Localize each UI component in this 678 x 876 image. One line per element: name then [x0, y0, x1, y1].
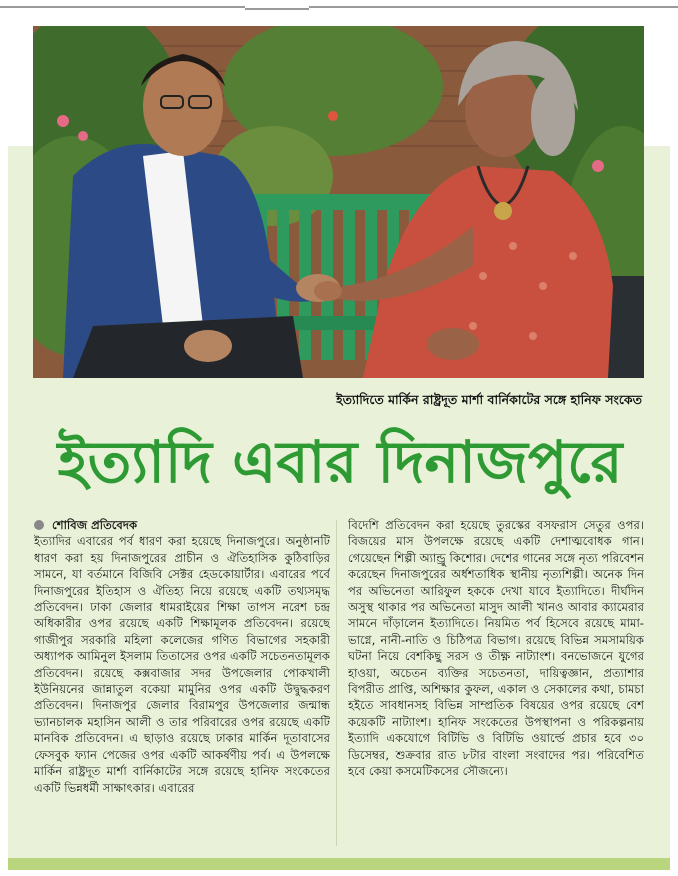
column-left-text: ইত্যাদির এবারের পর্ব ধারণ করা হয়েছে দিনাজপুরে। অনুষ্ঠানটি ধারণ করা হয় দিনাজপুরের প্রাচীন ও ঐতিহাসিক কুঠিবাড়ির সামনে, যা বর্তমানে বিজিবি সেক্টর হেডকোয়ার্টার। এবারের পর্বে দিনাজপুরের ইতিহাস ও ঐতিহ্য নিয়ে রয়েছে একটি তথ্যসমৃদ্ধ প্রতিবেদন। ঢাকা জেলার ধামরাইয়ের শিক্ষা তাপস নরেশ চন্দ্র অধিকারীর ওপর রয়েছে একটি শিক্ষামূলক প্রতিবেদন। রয়েছে গাজীপুর সরকারি মহিলা কলেজের গণিত বিভাগের সহকারী অধ্যাপক আমিনুল ইসলাম তিতাসের ওপর একটি সচেতনতামূলক প্রতিবেদন। রয়েছে কক্সবাজার সদর উপজেলার পোকখালী ইউনিয়নের জান্নাতুল বকেয়া মামুনির ওপর একটি উদ্বুদ্ধকরণ প্রতিবেদন। দিনাজপুর জেলার বিরামপুর উপজেলার জন্মান্ধ ভ্যানচালক মহাসিন আলী ও তার পরিবারের ওপর রয়েছে একটি মানবিক প্রতিবেদন। এ ছাড়াও রয়েছে ঢাকার মার্কিন দূতাবাসের ফেসবুক ফ্যান পেজের ওপর একটি আকর্ষণীয় পর্ব। এ উপলক্ষে মার্কিন রাষ্ট্রদূত মার্শা বার্নিকাটের সঙ্গে রয়েছে হানিফ সংকেতের একটি ভিন্নধর্মী সাক্ষাৎকার। এবারের — [34, 534, 330, 795]
article-headline: ইত্যাদি এবার দিনাজপুরে — [57, 428, 623, 496]
article-body — [34, 517, 644, 847]
bottom-color-band — [8, 858, 670, 870]
article-photo — [33, 26, 644, 378]
byline — [34, 517, 330, 533]
column-right-text: বিদেশি প্রতিবেদন করা হয়েছে তুরস্কের বসফরাস সেতুর ওপর। বিজয়ের মাস উপলক্ষে রয়েছে একটি দেশাত্মবোধক গান। গেয়েছেন শিল্পী অ্যান্ড্রু কিশোর। দেশের গানের সঙ্গে নৃত্য পরিবেশন করেছেন দিনাজপুরের অর্ধশতাধিক স্থানীয় নৃত্যশিল্পী। অনেক দিন পর অভিনেতা আরিফুল হককে দেখা যাবে ইত্যাদিতে। দীর্ঘদিন অসুস্থ থাকার পর অভিনেতা মাসুদ আলী খানও আবার ক্যামেরার সামনে দাঁড়ালেন ইত্যাদিতে। নিয়মিত পর্ব হিসেবে রয়েছে মামা-ভাগ্নে, নানী-নাতি ও চিঠিপত্র বিভাগ। রয়েছে বিভিন্ন সমসাময়িক ঘটনা নিয়ে বেশকিছু সরস ও তীক্ষ্ণ নাট্যাংশ। বনভোজনে যুগের হাওয়া, অচেতন ব্যক্তির সচেতনতা, দায়িত্বজ্ঞান, প্রত্যাশার বিপরীত প্রাপ্তি, অশিক্ষার কুফল, একাল ও সেকালের কথা, চামচা হইতে সাবধানসহ বিভিন্ন সাম্প্রতিক বিষয়ের ওপর রয়েছে বেশ কয়েকটি নাট্যাংশ। হানিফ সংকেতের উপস্থাপনা ও পরিকল্পনায় ইত্যাদি একযোগে বিটিভি ও বিটিভি ওয়ার্ল্ডে প্রচার হবে ৩০ ডিসেম্বর, শুক্রবার রাত ৮টার বাংলা সংবাদের পর। পরিবেশিত হবে কেয়া কসমেটিকসের সৌজন্যে। — [348, 518, 644, 779]
top-rule-notch — [245, 0, 309, 10]
byline-text: শোবিজ প্রতিবেদক — [52, 518, 138, 532]
photo-caption: ইত্যাদিতে মার্কিন রাষ্ট্রদূত মার্শা বার্নিকাটের সঙ্গে হানিফ সংকেত — [336, 392, 642, 407]
article-column-left — [34, 517, 330, 847]
article-column-right — [348, 517, 644, 847]
top-rule — [0, 0, 678, 12]
top-rule-line — [0, 6, 678, 8]
bullet-icon — [34, 520, 44, 530]
